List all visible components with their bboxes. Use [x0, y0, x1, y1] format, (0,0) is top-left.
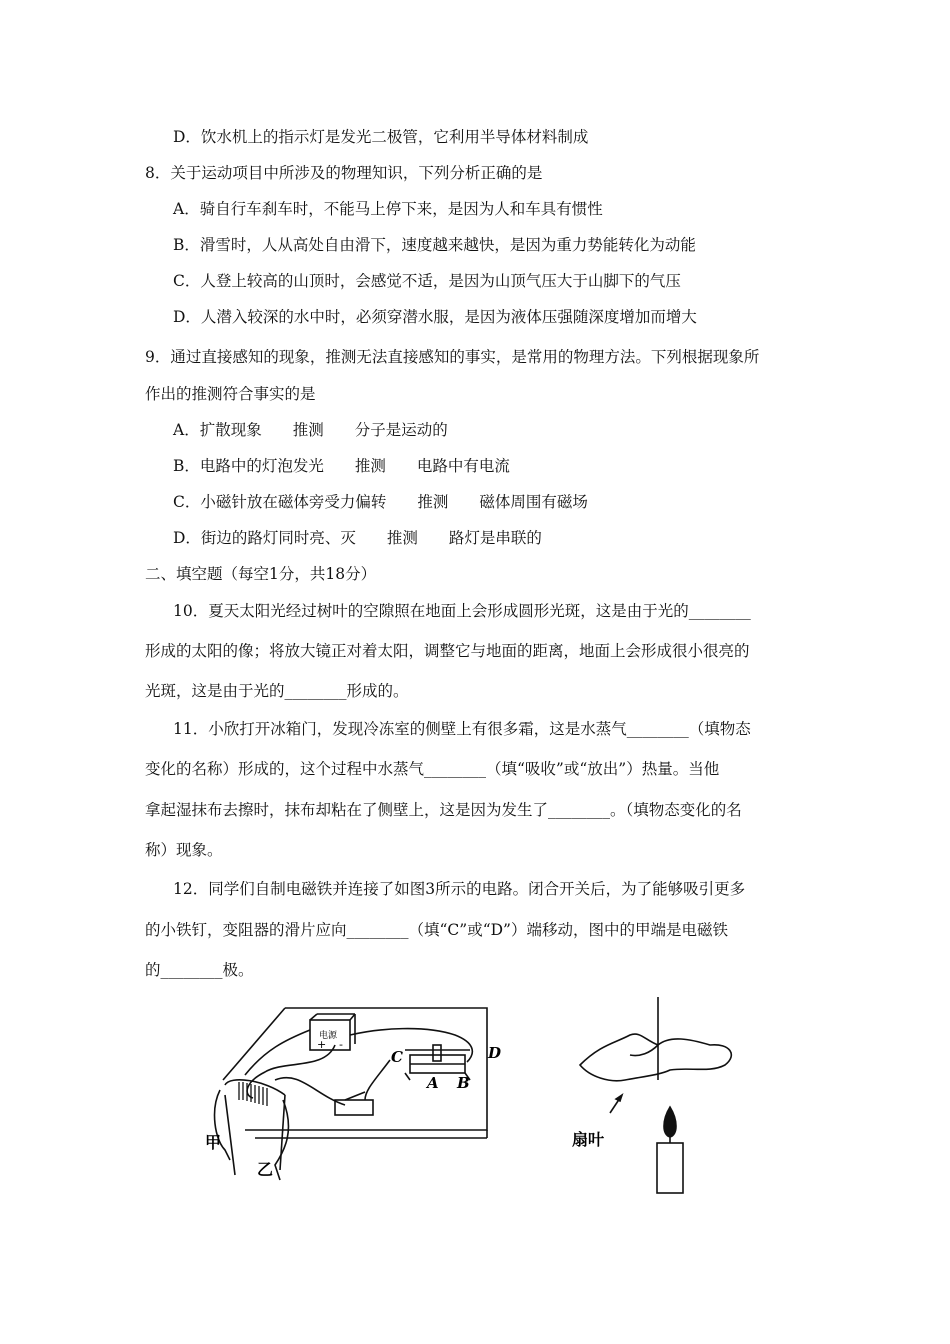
question-11-line3: 拿起湿抹布去擦时，抹布却粘在了侧壁上，这是因为发生了________。（填物态变化的名: [145, 801, 742, 819]
board-outline: [245, 1008, 487, 1130]
option-9d: D．街边的路灯同时亮、灭 推测 路灯是串联的: [173, 529, 542, 547]
blade-label: 扇叶: [572, 1130, 605, 1149]
question-9-line2: 作出的推测符合事实的是: [145, 385, 316, 403]
wire-battery-coil: [247, 1045, 335, 1098]
question-10-line2: 形成的太阳的像；将放大镜正对着太阳，调整它与地面的距离，地面上会形成很小很亮的: [145, 642, 750, 660]
question-10-line1: 10．夏天太阳光经过树叶的空隙照在地面上会形成圆形光斑，这是由于光的________: [173, 602, 751, 620]
candle-diagram: [570, 995, 750, 1200]
option-9a: A．扩散现象 推测 分子是运动的: [173, 421, 448, 439]
battery-minus-label: -: [339, 1038, 343, 1051]
option-8b: B．滑雪时，人从高处自由滑下，速度越来越快，是因为重力势能转化为动能: [173, 236, 696, 254]
question-11-line2: 变化的名称）形成的，这个过程中水蒸气________（填“吸收”或“放出”）热量。当他: [145, 760, 720, 778]
fan-blade-candle-figure: [570, 995, 750, 1200]
battery-label: 电源: [319, 1031, 338, 1041]
section-2-heading: 二、填空题（每空1分，共18分）: [145, 565, 377, 583]
fan-blade: [580, 1034, 731, 1081]
candle-body: [657, 1143, 683, 1193]
jia-label: 甲: [205, 1133, 222, 1152]
question-9-line1: 9．通过直接感知的现象，推测无法直接感知的事实，是常用的物理方法。下列根据现象所: [145, 348, 760, 366]
option-7d: D．饮水机上的指示灯是发光二极管，它利用半导体材料制成: [173, 128, 589, 146]
circuit-diagram: [205, 1000, 505, 1195]
option-9b: B．电路中的灯泡发光 推测 电路中有电流: [173, 457, 510, 475]
wire-battery-d: [350, 1029, 472, 1062]
option-8d: D．人潜入较深的水中时，必须穿潜水服，是因为液体压强随深度增加而增大: [173, 308, 697, 326]
question-8: 8．关于运动项目中所涉及的物理知识，下列分析正确的是: [145, 164, 543, 182]
terminal-c-label: C: [391, 1048, 403, 1066]
question-11-line4: 称）现象。: [145, 841, 223, 859]
yi-label: 乙: [257, 1160, 274, 1179]
question-12-line2: 的小铁钉，变阻器的滑片应向________（填“C”或“D”）端移动，图中的甲端是电磁铁: [145, 921, 728, 939]
option-8a: A．骑自行车刹车时，不能马上停下来，是因为人和车具有惯性: [173, 200, 603, 218]
terminal-b-label: B: [457, 1074, 470, 1092]
question-12-line3: 的________极。: [145, 961, 254, 979]
question-12-line1: 12．同学们自制电磁铁并连接了如图3所示的电路。闭合开关后，为了能够吸引更多: [173, 880, 746, 898]
board-edge: [223, 1008, 285, 1080]
option-9c: C．小磁针放在磁体旁受力偏转 推测 磁体周围有磁场: [173, 493, 588, 511]
terminal-d-label: D: [488, 1044, 502, 1062]
question-10-line3: 光斑，这是由于光的________形成的。: [145, 682, 409, 700]
electromagnet-circuit-figure: [205, 1000, 505, 1195]
terminal-a-label: A: [427, 1074, 439, 1092]
question-11-line1: 11．小欣打开冰箱门，发现冷冻室的侧壁上有很多霜，这是水蒸气________（填物态: [173, 720, 751, 738]
battery-plus-label: +: [317, 1038, 327, 1051]
switch-base: [335, 1100, 373, 1115]
option-8c: C．人登上较高的山顶时，会感觉不适，是因为山顶气压大于山脚下的气压: [173, 272, 681, 290]
candle-flame: [664, 1107, 676, 1137]
wire-rheostat-switch: [365, 1060, 390, 1100]
